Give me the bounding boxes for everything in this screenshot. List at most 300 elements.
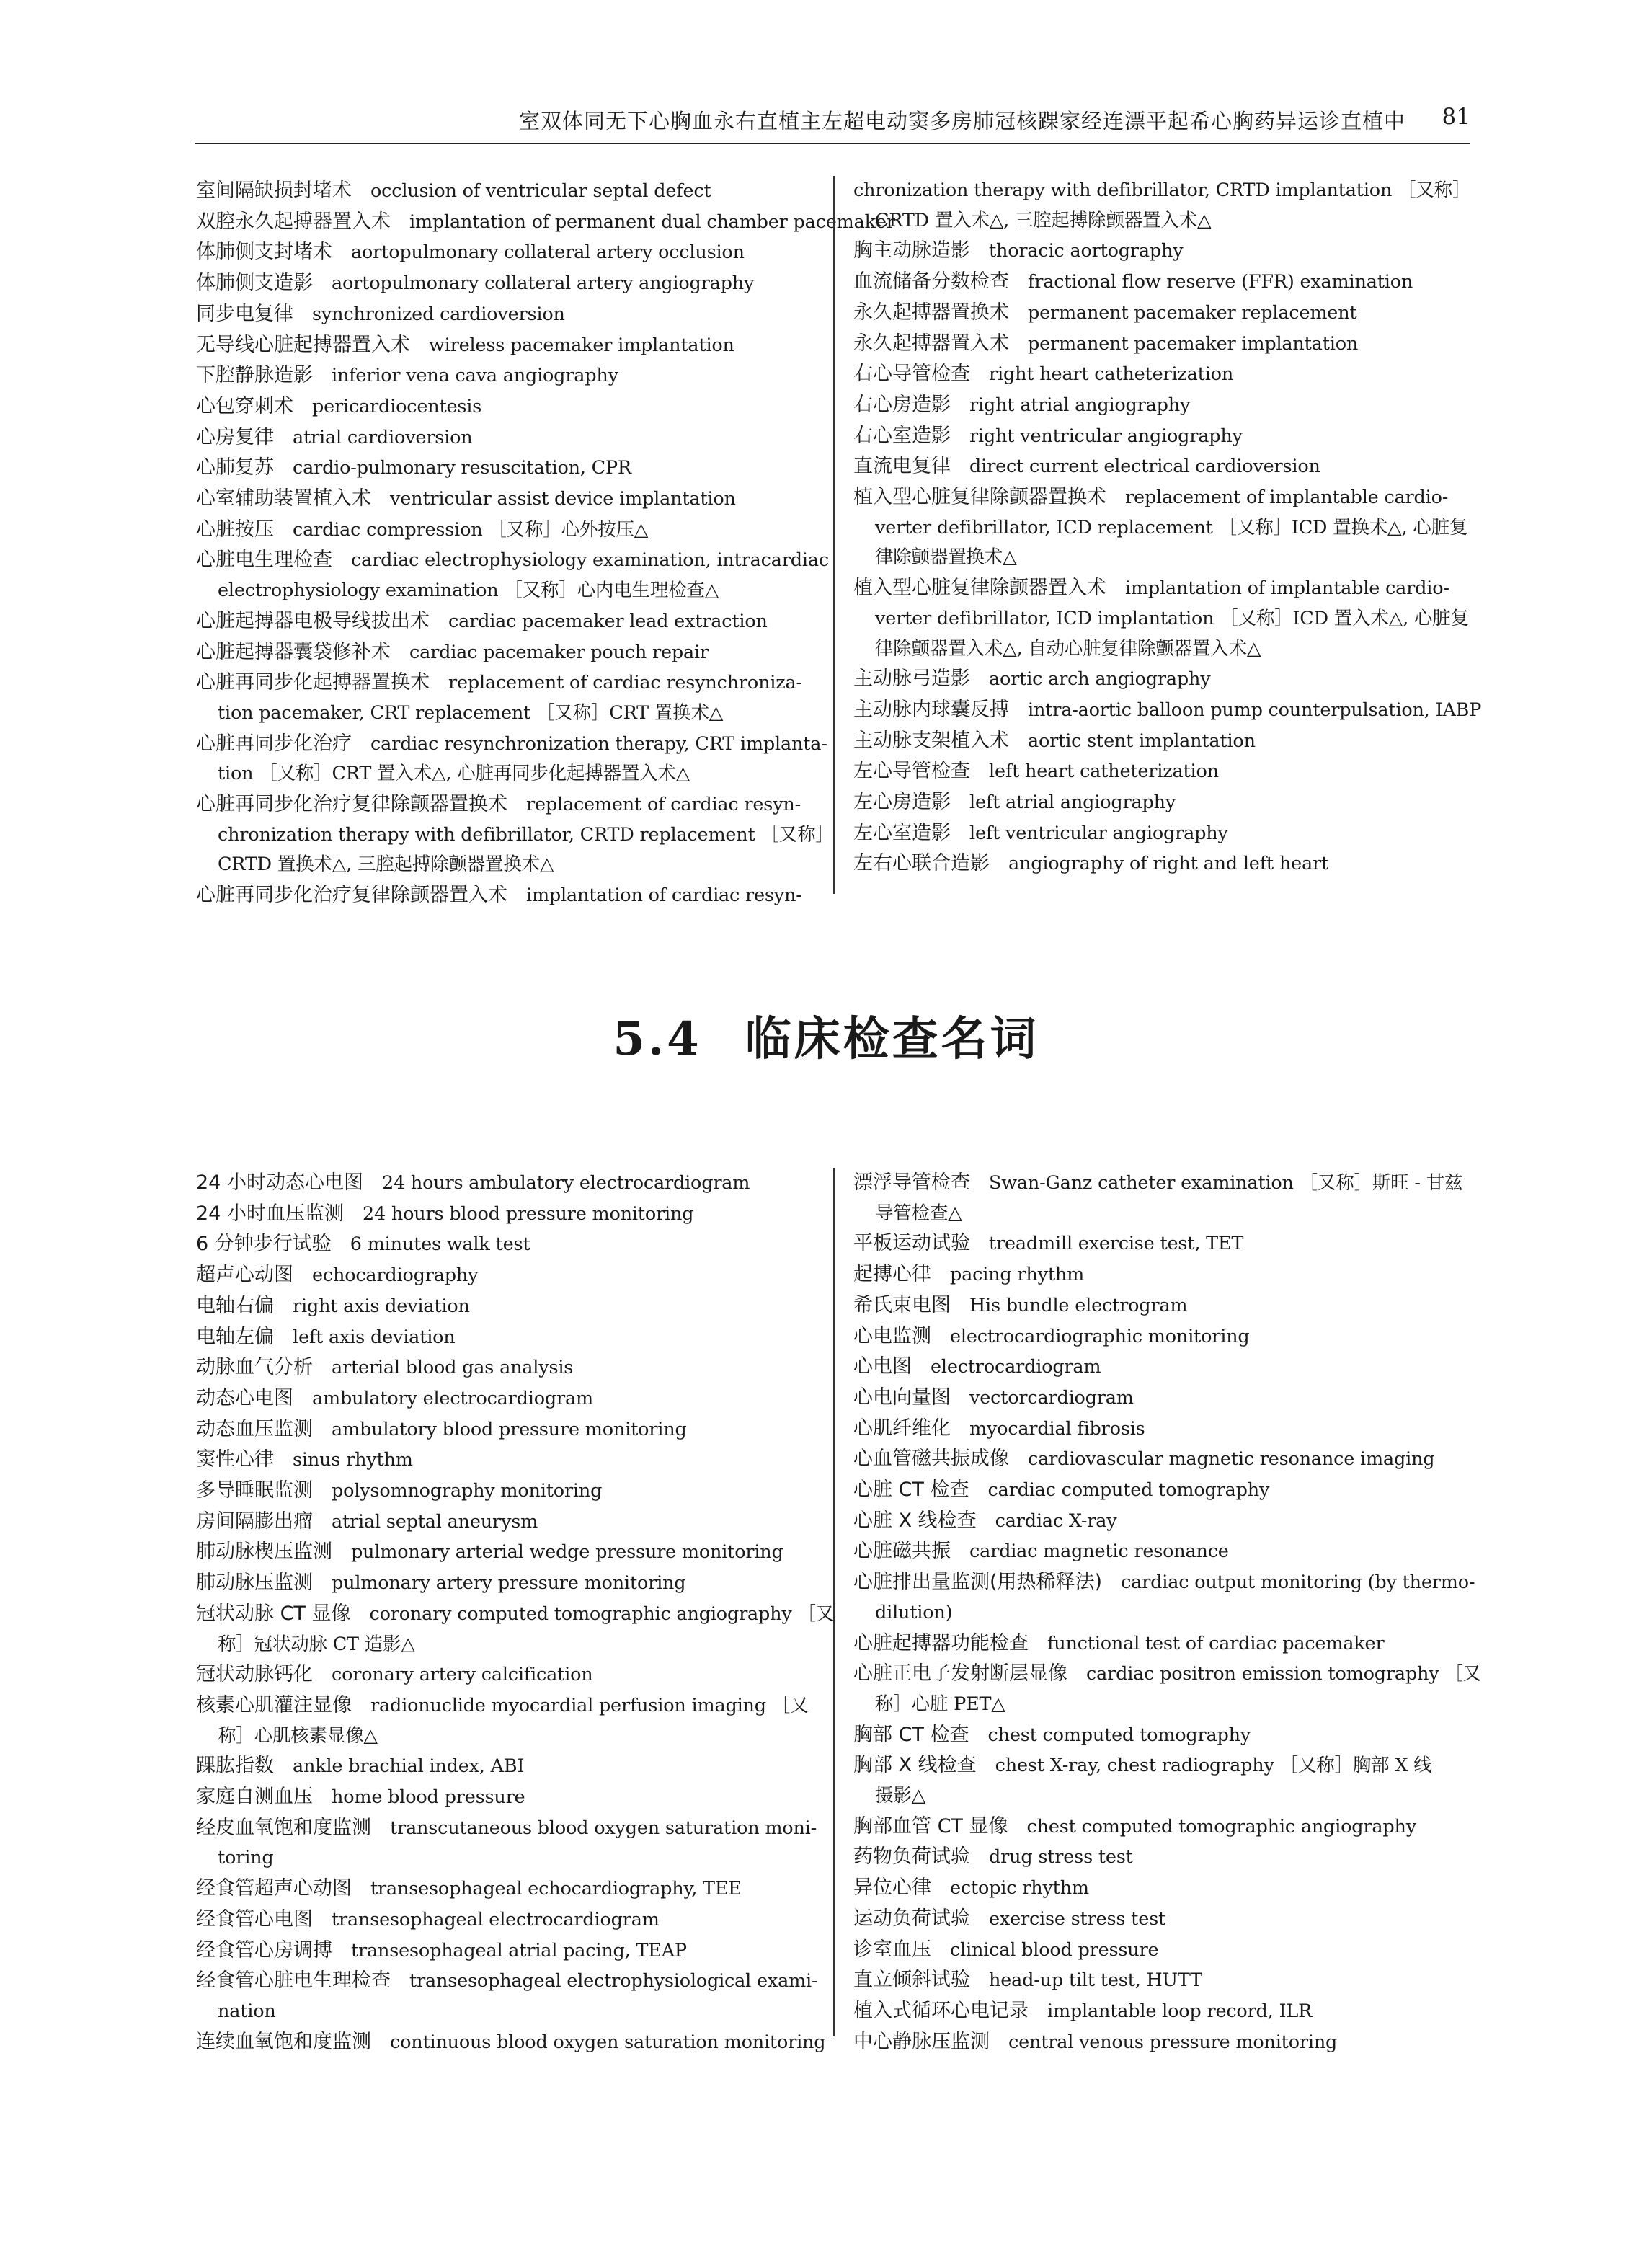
term-chinese: 家庭自测血压 [196, 1786, 313, 1809]
glossary-entry [853, 359, 1472, 390]
term-english: transesophageal atrial pacing, TEAP [351, 1939, 687, 1962]
entry-line [196, 1322, 817, 1353]
entry-line [196, 1260, 817, 1291]
entry-line [196, 1782, 817, 1813]
glossary-entry [196, 360, 817, 391]
term-english: angiography of right and left heart [1008, 853, 1329, 875]
entry-line [196, 1751, 817, 1782]
glossary-entry [196, 1322, 817, 1353]
term-english: atrial cardioversion [293, 426, 473, 448]
term-chinese: 心脏排出量监测(用热稀释法) [853, 1571, 1103, 1594]
term-english: permanent pacemaker implantation [1028, 332, 1359, 355]
entry-line [853, 1199, 1472, 1229]
term-chinese: 心肺复苏 [196, 456, 274, 479]
glossary-entry [853, 329, 1472, 360]
entry-line [853, 1444, 1472, 1475]
term-english: vectorcardiogram [969, 1386, 1134, 1409]
term-chinese: 房间隔膨出瘤 [196, 1510, 313, 1533]
entry-line [853, 513, 1472, 544]
column-divider [833, 1168, 835, 2036]
entry-line [196, 1445, 817, 1476]
term-english: Swan-Ganz catheter examination ［又称］斯旺 - 甘兹 [989, 1172, 1463, 1194]
glossary-entry [196, 1659, 817, 1690]
entry-line [196, 1568, 817, 1599]
term-english: ventricular assist device implantation [390, 488, 736, 510]
entry-line [196, 391, 817, 422]
page-number: 81 [1442, 104, 1470, 130]
glossary-entry [853, 1259, 1472, 1290]
term-chinese: 超声心动图 [196, 1264, 293, 1287]
term-chinese: 心脏起搏器功能检查 [853, 1631, 1029, 1654]
term-chinese: 冠状动脉钙化 [196, 1663, 313, 1686]
term-english: cardiovascular magnetic resonance imaging [1028, 1448, 1435, 1471]
glossary-entry [853, 1506, 1472, 1537]
glossary-entry [853, 390, 1472, 421]
entry-line [853, 2027, 1472, 2058]
term-chinese: 心脏再同步化治疗复律除颤器置换术 [196, 793, 507, 816]
term-english: electrophysiology examination ［又称］心内电生理检查△ [218, 580, 719, 602]
term-english: radionuclide myocardial perfusion imaging ［又 [370, 1694, 809, 1716]
term-chinese: 无导线心脏起搏器置入术 [196, 333, 410, 356]
entry-line [196, 1936, 817, 1967]
glossary-entry [196, 1690, 817, 1751]
entry-line [196, 515, 817, 546]
term-chinese: 心房复律 [196, 425, 274, 448]
entry-line [196, 268, 817, 299]
term-chinese: 右心房造影 [853, 393, 951, 416]
entry-line [196, 1352, 817, 1383]
term-english: replacement of cardiac resyn- [526, 794, 801, 816]
glossary-entry [196, 1383, 817, 1414]
term-chinese: 体肺侧支造影 [196, 272, 313, 295]
term-english: cardio-pulmonary resuscitation, CPR [293, 457, 631, 479]
term-english: verter defibrillator, ICD replacement ［又称］ICD 置换术△, 心脏复 [875, 516, 1468, 538]
entry-line [196, 1813, 817, 1844]
entry-line [196, 606, 817, 637]
term-english: chest X-ray, chest radiography ［又称］胸部 X 线 [995, 1755, 1432, 1777]
glossary-entry [853, 1536, 1472, 1567]
entry-line [853, 1290, 1472, 1321]
entry-line [196, 637, 817, 668]
term-chinese: 心肌纤维化 [853, 1417, 951, 1440]
glossary-entry [196, 1568, 817, 1599]
entry-line [853, 1659, 1481, 1690]
term-chinese: 心脏再同步化治疗复律除颤器置入术 [196, 884, 507, 907]
entry-line [853, 421, 1472, 452]
top-right-column [853, 176, 1482, 894]
term-english: right atrial angiography [969, 394, 1191, 416]
entry-line [196, 1874, 817, 1905]
term-chinese: 心脏磁共振 [853, 1540, 951, 1563]
term-chinese: 电轴右偏 [196, 1294, 274, 1317]
entry-line [853, 1352, 1472, 1383]
entry-line [853, 482, 1472, 513]
glossary-entry [853, 664, 1472, 695]
term-english: head-up tilt test, HUTT [989, 1969, 1202, 1992]
term-chinese: 心脏起搏器囊袋修补术 [196, 640, 391, 663]
glossary-entry [196, 729, 827, 789]
term-english: transesophageal electrophysiological exami- [409, 1970, 818, 1993]
glossary-entry [196, 1751, 817, 1782]
term-english: verter defibrillator, ICD implantation ［又称］ICD 置入术△, 心脏复 [875, 607, 1469, 629]
entry-line [853, 664, 1472, 695]
entry-line [853, 1965, 1472, 1996]
entry-line [853, 543, 1472, 573]
term-chinese: 血流储备分数检查 [853, 270, 1009, 293]
term-english: permanent pacemaker replacement [1028, 301, 1357, 324]
entry-line [196, 699, 817, 729]
entry-line [196, 453, 817, 484]
glossary-entry [853, 1628, 1472, 1659]
term-english: cardiac compression ［又称］心外按压△ [293, 518, 649, 541]
term-english: chronization therapy with defibrillator, CRTD implantation ［又称］ [853, 179, 1471, 201]
term-english: clinical blood pressure [950, 1938, 1159, 1961]
term-chinese: 心脏起搏器电极导线拔出术 [196, 609, 430, 632]
term-english: left axis deviation [293, 1326, 456, 1348]
term-english: drug stress test [989, 1846, 1133, 1869]
term-chinese: 连续血氧饱和度监测 [196, 2030, 371, 2053]
glossary-entry [853, 176, 1472, 236]
term-chinese: 漂浮导管检查 [853, 1171, 970, 1194]
term-english: inferior vena cava angiography [332, 365, 618, 387]
term-chinese: 希氏束电图 [853, 1293, 951, 1316]
term-chinese: 肺动脉压监测 [196, 1572, 313, 1595]
term-english: implantation of permanent dual chamber pacemaker [409, 210, 895, 233]
term-english: wireless pacemaker implantation [429, 334, 734, 356]
term-english: transesophageal echocardiography, TEE [370, 1878, 742, 1900]
term-english: polysomnography monitoring [332, 1480, 603, 1502]
entry-line [853, 1750, 1472, 1781]
entry-line [196, 330, 817, 361]
term-chinese: 心血管磁共振成像 [853, 1448, 1009, 1471]
glossary-entry [196, 1905, 817, 1936]
glossary-entry [196, 1199, 817, 1230]
glossary-entry [853, 1321, 1472, 1352]
glossary-entry [196, 1260, 817, 1291]
running-header-title: 室双体同无下心胸血永右直植主左超电动窦多房肺冠核踝家经连漂平起希心胸药异运诊直植中 [518, 109, 1405, 133]
entry-line [853, 695, 1482, 726]
entry-line [196, 299, 817, 330]
term-chinese: 平板运动试验 [853, 1232, 970, 1255]
term-chinese: 异位心律 [853, 1876, 931, 1900]
term-english: transcutaneous blood oxygen saturation moni- [390, 1817, 817, 1839]
term-english: right heart catheterization [989, 363, 1234, 386]
term-english: echocardiography [312, 1264, 479, 1287]
glossary-entry [853, 1812, 1472, 1843]
entry-line [196, 1905, 817, 1936]
glossary-entry [196, 484, 817, 515]
entry-line [853, 818, 1472, 849]
term-chinese: 心脏 CT 检查 [853, 1479, 969, 1502]
glossary-entry [196, 1599, 835, 1659]
term-english: myocardial fibrosis [969, 1417, 1145, 1440]
entry-line [196, 1843, 817, 1874]
term-english: arterial blood gas analysis [332, 1357, 574, 1379]
term-english: ankle brachial index, ABI [293, 1755, 525, 1778]
glossary-entry [853, 1228, 1472, 1259]
glossary-entry [196, 1936, 817, 1967]
term-english: home blood pressure [332, 1786, 525, 1809]
entry-line [196, 176, 817, 207]
glossary-entry [196, 1966, 817, 2026]
entry-line [196, 1229, 817, 1260]
term-english: His bundle electrogram [969, 1294, 1188, 1316]
term-english: 称］心肌核素显像△ [218, 1724, 378, 1747]
glossary-entry [853, 1965, 1472, 1996]
term-english: replacement of cardiac resynchroniza- [448, 672, 802, 694]
term-english: occlusion of ventricular septal defect [370, 180, 711, 202]
glossary-entry [853, 1750, 1472, 1811]
entry-line [853, 1996, 1472, 2027]
glossary-entry [853, 1567, 1475, 1628]
entry-line [196, 1997, 817, 2027]
term-chinese: 心电监测 [853, 1324, 931, 1347]
term-english: 24 hours ambulatory electrocardiogram [381, 1172, 750, 1194]
term-english: implantation of cardiac resyn- [526, 885, 802, 907]
term-chinese: 动态心电图 [196, 1386, 293, 1409]
entry-line [196, 2027, 826, 2058]
term-chinese: 动脉血气分析 [196, 1356, 313, 1379]
entry-line [196, 1507, 817, 1538]
top-glossary-block [196, 176, 1482, 907]
term-chinese: 主动脉内球囊反搏 [853, 698, 1009, 721]
term-chinese: 植入型心脏复律除颤器置换术 [853, 486, 1106, 509]
term-chinese: 踝肱指数 [196, 1755, 274, 1778]
term-english: 24 hours blood pressure monitoring [362, 1202, 694, 1225]
glossary-entry [853, 1444, 1472, 1475]
term-english: 6 minutes walk test [350, 1233, 530, 1256]
entry-line [196, 576, 817, 606]
term-english: cardiac pacemaker pouch repair [409, 641, 709, 663]
term-chinese: 心脏再同步化治疗 [196, 732, 352, 755]
entry-line [196, 1721, 817, 1752]
section-heading [0, 1002, 1652, 1068]
glossary-entry [196, 1168, 817, 1199]
entry-line [853, 1228, 1472, 1259]
glossary-entry [196, 880, 817, 911]
term-chinese: 药物负荷试验 [853, 1845, 970, 1869]
term-english: atrial septal aneurysm [332, 1510, 538, 1533]
entry-line [196, 1291, 817, 1322]
term-chinese: 植入型心脏复律除颤器置入术 [853, 577, 1106, 600]
entry-line [853, 1690, 1472, 1720]
glossary-entry [853, 482, 1472, 573]
running-header [195, 94, 1470, 144]
term-english: functional test of cardiac pacemaker [1047, 1632, 1385, 1654]
glossary-entry [196, 1537, 817, 1568]
glossary-entry [853, 695, 1482, 726]
glossary-entry [853, 1290, 1472, 1321]
entry-line [196, 820, 834, 851]
entry-line [853, 298, 1472, 329]
glossary-entry [196, 1414, 817, 1445]
term-english: aortopulmonary collateral artery occlusion [351, 241, 745, 264]
glossary-entry [196, 1874, 817, 1905]
term-chinese: 心室辅助装置植入术 [196, 487, 371, 510]
term-english: aortopulmonary collateral artery angiography [332, 272, 755, 295]
term-english: 律除颤器置入术△, 自动心脏复律除颤器置入术△ [875, 637, 1261, 660]
term-chinese: 心电向量图 [853, 1386, 951, 1409]
term-english: CRTD 置换术△, 三腔起搏除颤器置换术△ [218, 854, 554, 876]
glossary-entry [196, 606, 817, 637]
entry-line [853, 848, 1472, 879]
term-chinese: 主动脉支架植入术 [853, 729, 1009, 752]
term-chinese: 心包穿刺术 [196, 394, 293, 417]
term-english: 导管检查△ [875, 1202, 962, 1224]
term-chinese: 双腔永久起搏器置入术 [196, 210, 391, 233]
entry-line [196, 422, 817, 453]
term-chinese: 经食管心房调搏 [196, 1938, 332, 1962]
term-english: cardiac pacemaker lead extraction [448, 610, 768, 632]
term-english: right axis deviation [293, 1295, 470, 1317]
entry-line [853, 726, 1472, 757]
term-chinese: 右心导管检查 [853, 363, 970, 386]
entry-line [853, 359, 1472, 390]
entry-line [196, 484, 817, 515]
term-english: tion pacemaker, CRT replacement ［又称］CRT 置换术△ [218, 701, 724, 724]
term-english: electrocardiogram [931, 1356, 1101, 1378]
entry-line [196, 789, 817, 820]
term-chinese: 心脏电生理检查 [196, 549, 332, 572]
glossary-entry [853, 2027, 1472, 2058]
entry-line [196, 729, 827, 760]
glossary-entry [853, 573, 1472, 664]
entry-line [853, 329, 1472, 360]
term-chinese: 植入式循环心电记录 [853, 1999, 1029, 2022]
term-chinese: 胸部 X 线检查 [853, 1754, 977, 1777]
glossary-entry [853, 1996, 1472, 2027]
term-chinese: 24 小时动态心电图 [196, 1171, 363, 1194]
glossary-entry [196, 1782, 817, 1813]
glossary-entry [196, 789, 834, 880]
term-english: 律除颤器置换术△ [875, 546, 1017, 569]
bottom-left-column [196, 1168, 835, 2053]
term-chinese: 动态血压监测 [196, 1417, 313, 1440]
term-english: dilution) [875, 1601, 953, 1623]
term-english: cardiac resynchronization therapy, CRT implanta- [370, 732, 827, 755]
glossary-entry [196, 1445, 817, 1476]
glossary-entry [853, 1659, 1481, 1719]
entry-line [853, 236, 1472, 267]
term-chinese: 核素心肌灌注显像 [196, 1693, 352, 1716]
entry-line [853, 1781, 1472, 1812]
glossary-entry [853, 1383, 1472, 1414]
term-english: left heart catheterization [989, 761, 1219, 783]
entry-line [853, 1383, 1472, 1414]
entry-line [853, 634, 1472, 665]
term-english: continuous blood oxygen saturation monitoring [390, 2031, 826, 2053]
glossary-entry [853, 848, 1472, 879]
term-chinese: 心脏再同步化起搏器置换术 [196, 671, 430, 694]
term-chinese: 经皮血氧饱和度监测 [196, 1816, 371, 1839]
term-chinese: 左心室造影 [853, 821, 951, 844]
glossary-entry [196, 1352, 817, 1383]
term-english: cardiac output monitoring (by thermo- [1121, 1572, 1475, 1594]
glossary-entry [853, 451, 1472, 482]
glossary-entry [196, 268, 817, 299]
entry-line [196, 360, 817, 391]
term-chinese: 心脏正电子发射断层显像 [853, 1662, 1067, 1685]
glossary-entry [196, 330, 817, 361]
glossary-entry [196, 545, 829, 606]
glossary-entry [196, 1507, 817, 1538]
term-english: aortic stent implantation [1028, 730, 1256, 752]
term-english: exercise stress test [989, 1907, 1166, 1930]
entry-line [196, 1630, 817, 1660]
term-english: ectopic rhythm [950, 1877, 1089, 1900]
glossary-entry [196, 637, 817, 668]
glossary-entry [196, 391, 817, 422]
term-english: 称］心脏 PET△ [875, 1693, 1005, 1715]
term-chinese: 左心导管检查 [853, 760, 970, 783]
entry-line [853, 206, 1472, 236]
term-chinese: 中心静脉压监测 [853, 2030, 990, 2053]
entry-line [196, 850, 817, 880]
term-chinese: 诊室血压 [853, 1938, 931, 1961]
term-english: pulmonary arterial wedge pressure monitoring [351, 1541, 783, 1564]
glossary-entry [853, 1904, 1472, 1935]
term-english: treadmill exercise test, TET [989, 1233, 1244, 1255]
entry-line [853, 1812, 1472, 1843]
term-english: coronary computed tomographic angiography ［又 [369, 1603, 835, 1625]
glossary-entry [196, 422, 817, 453]
term-chinese: 主动脉弓造影 [853, 668, 970, 691]
term-english: cardiac electrophysiology examination, intracardiac [351, 549, 829, 572]
entry-line [196, 1414, 817, 1445]
term-english: aortic arch angiography [989, 668, 1211, 691]
term-chinese: 心脏按压 [196, 518, 274, 541]
glossary-entry [853, 818, 1472, 849]
entry-line [196, 1199, 817, 1230]
glossary-entry [853, 236, 1472, 267]
term-chinese: 左右心联合造影 [853, 852, 990, 875]
entry-line [853, 390, 1472, 421]
entry-line [853, 1567, 1475, 1598]
entry-line [196, 1599, 835, 1630]
entry-line [196, 759, 817, 789]
term-chinese: 室间隔缺损封堵术 [196, 179, 352, 202]
term-chinese: 胸部血管 CT 显像 [853, 1814, 1008, 1838]
term-chinese: 心电图 [853, 1355, 912, 1378]
term-chinese: 直流电复律 [853, 455, 951, 478]
term-english: transesophageal electrocardiogram [332, 1908, 660, 1931]
term-english: replacement of implantable cardio- [1125, 487, 1449, 509]
glossary-entry [853, 1873, 1472, 1904]
entry-line [853, 1720, 1472, 1751]
term-english: tion ［又称］CRT 置入术△, 心脏再同步化起搏器置入术△ [218, 763, 690, 785]
glossary-entry [196, 207, 895, 238]
glossary-entry [853, 1414, 1472, 1445]
glossary-entry [853, 726, 1472, 757]
term-english: cardiac X-ray [995, 1510, 1117, 1532]
term-chinese: 体肺侧支封堵术 [196, 241, 332, 264]
entry-line [196, 1476, 817, 1507]
glossary-entry [853, 1720, 1472, 1751]
term-chinese: 永久起搏器置换术 [853, 301, 1009, 324]
glossary-entry [196, 1291, 817, 1322]
term-english: left atrial angiography [969, 792, 1176, 814]
term-chinese: 起搏心律 [853, 1263, 931, 1286]
glossary-entry [196, 176, 817, 207]
entry-line [853, 573, 1472, 604]
term-english: fractional flow reserve (FFR) examination [1028, 271, 1413, 293]
entry-line [853, 1414, 1472, 1445]
glossary-entry [853, 787, 1472, 818]
term-english: nation [218, 2000, 276, 2022]
term-english: thoracic aortography [989, 240, 1184, 262]
glossary-entry [196, 1813, 817, 1874]
glossary-entry [196, 1476, 817, 1507]
